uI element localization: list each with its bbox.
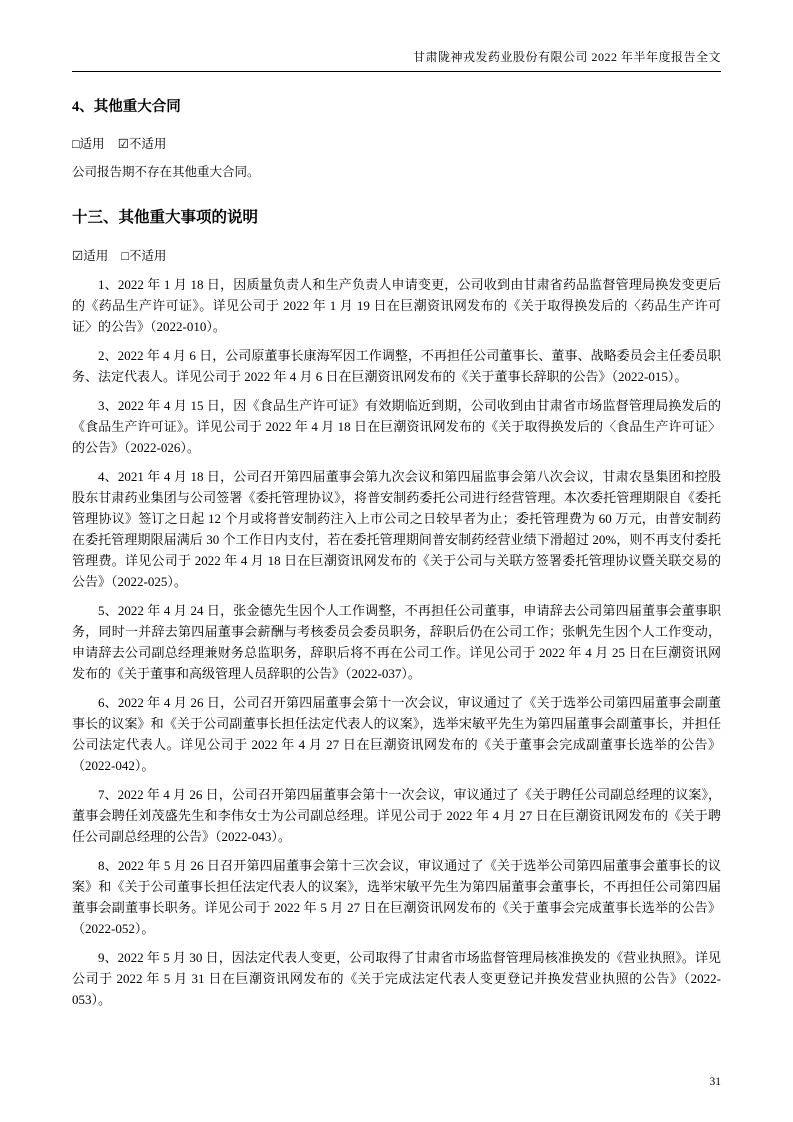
matters-paragraph-5: 5、2022 年 4 月 24 日，张金德先生因个人工作调整，不再担任公司董事，申请辞去公司第四届董事会董事职务，同时一并辞去第四届董事会薪酬与考核委员会委员职务，辞职后仍在公司工作；张帆先生因个人工作变动，申请辞去公司副总经理兼财务总监职务，辞职后将不再在公司工作。详见公司于 2022 年 4 月 25 日在巨潮资讯网发布的《关于董事和高级管理人员辞职的公告》（2022-037）。 [72,602,721,681]
checkbox-applicable-checked: ☑适用 [72,249,109,264]
report-title: 甘肃陇神戎发药业股份有限公司 2022 年半年度报告全文 [412,50,721,64]
section-heading-other-matters: 十三、其他重大事项的说明 [72,209,259,227]
matters-paragraph-3: 3、2022 年 4 月 15 日，因《食品生产许可证》有效期临近到期，公司收到由甘肃省市场监督管理局换发后的《食品生产许可证》。详见公司于 2022 年 4 月 18 日在巨潮资讯网发布的《关于取得换发后的〈食品生产许可证〉的公告》（2022-026）。 [72,397,721,455]
section-heading-other-contracts: 4、其他重大合同 [72,98,181,115]
matters-paragraph-2: 2、2022 年 4 月 6 日，公司原董事长康海军因工作调整，不再担任公司董事长、董事、战略委员会主任委员职务、法定代表人。详见公司于 2022 年 4 月 6 日在巨潮资讯网发布的《关于董事长辞职的公告》（2022-015）。 [72,347,721,384]
checkbox-applicable-unchecked: □适用 [72,136,105,151]
applicability-row-matters [72,248,721,266]
matters-paragraph-4: 4、2021 年 4 月 18 日，公司召开第四届董事会第九次会议和第四届监事会第八次会议，甘肃农垦集团和控股股东甘肃药业集团与公司签署《委托管理协议》，将普安制药委托公司进行经营管理。本次委托管理期限自《委托管理协议》签订之日起 12 个月或将普安制药注入上市公司之日较早者为止；委托管理费为 60 万元，由普安制药在委托管理期限届满后 30 个工作日内支付，若在委托管理期间普安制药经营业绩下滑超过 20%，则不再支付委托管理费。详见公司于 2022 年 4 月 18 日在巨潮资讯网发布的《关于公司与关联方签署委托管理协议暨关联交易的公告》（2022-025）。 [72,468,721,589]
page-header [72,0,721,72]
section-other-contracts-body: 公司报告期不存在其他重大合同。 [72,165,260,180]
matters-paragraph-8: 8、2022 年 5 月 26 日召开第四届董事会第十三次会议，审议通过了《关于选举公司第四届董事会董事长的议案》和《关于公司董事长担任法定代表人的议案》，选举宋敏平先生为第四届董事会董事长，不再担任公司第四届董事会副董事长职务。详见公司于 2022 年 5 月 27 日在巨潮资讯网发布的《关于董事会完成董事长选举的公告》（2022-052）。 [72,857,721,936]
matters-paragraph-1: 1、2022 年 1 月 18 日，因质量负责人和生产负责人申请变更，公司收到由甘肃省药品监督管理局换发变更后的《药品生产许可证》。详见公司于 2022 年 1 月 19 日在巨潮资讯网发布的《关于取得换发后的〈药品生产许可证〉的公告》（2022-010）。 [72,276,721,334]
page-footer [710,1076,722,1088]
checkbox-not-applicable-checked: ☑不适用 [117,136,167,151]
matters-paragraph-6: 6、2022 年 4 月 26 日，公司召开第四届董事会第十一次会议，审议通过了《关于选举公司第四届董事会副董事长的议案》和《关于公司副董事长担任法定代表人的议案》，选举宋敏平先生为第四届董事会副董事长，并担任公司法定代表人。详见公司于 2022 年 4 月 27 日在巨潮资讯网发布的《关于董事会完成副董事长选举的公告》（2022-042）。 [72,694,721,773]
page-number: 31 [709,1076,721,1088]
matters-paragraph-9: 9、2022 年 5 月 30 日，因法定代表人变更，公司取得了甘肃省市场监督管理局核准换发的《营业执照》。详见公司于 2022 年 5 月 31 日在巨潮资讯网发布的《关于完成法定代表人变更登记并换发营业执照的公告》（2022-053）。 [72,949,721,1007]
matters-paragraph-7: 7、2022 年 4 月 26 日，公司召开第四届董事会第十一次会议，审议通过了《关于聘任公司副总经理的议案》，董事会聘任刘茂盛先生和李伟女士为公司副总经理。详见公司于 2022 年 4 月 27 日在巨潮资讯网发布的《关于聘任公司副总经理的公告》（2022-043）。 [72,786,721,844]
checkbox-not-applicable-unchecked: □不适用 [121,249,167,264]
page-content [72,97,721,1010]
applicability-row-contracts [72,136,721,154]
